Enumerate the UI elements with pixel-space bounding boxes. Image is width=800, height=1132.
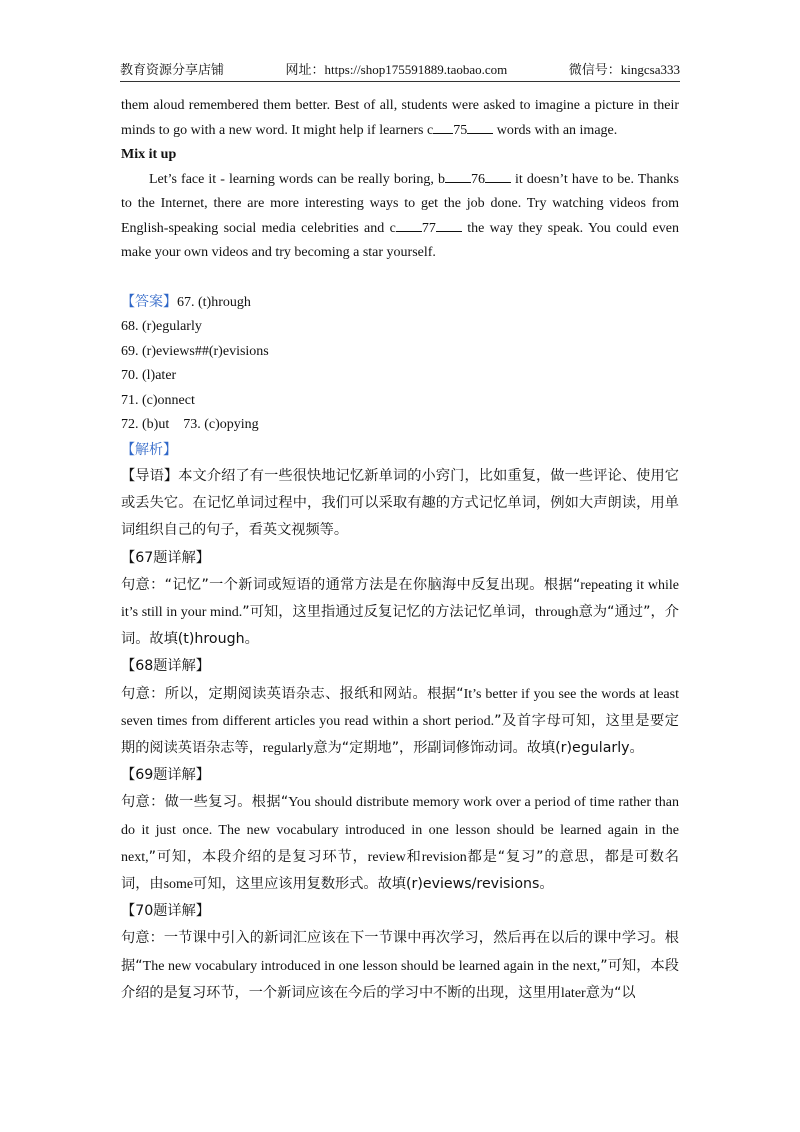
cn-text: 和 bbox=[405, 848, 422, 865]
cn-text: 句意：一节课中引入的新词汇应该在下一节课中再次学习，然后再在以后的课中学习。根据“ bbox=[121, 930, 679, 974]
cn-text: 意为“以 bbox=[585, 984, 636, 1001]
en-word: revision bbox=[421, 849, 467, 865]
passage-text: it doesn’t have to be. Thanks to the Internet, there are more interesting ways to get the job done. Try watching videos from English-speaking social media celebrities and c bbox=[121, 171, 679, 236]
en-quote: You should distribute memory work over a period of time rather than do it just once. The new vocabulary introduced in one lesson should be learned again in the next, bbox=[121, 795, 679, 865]
cn-text: 可知，这里应该用复数形式。故填(r)eviews/revisions。 bbox=[193, 876, 554, 893]
answer-line: 72. (b)ut 73. (c)opying bbox=[121, 417, 259, 432]
blank-number: 77 bbox=[421, 220, 436, 236]
cn-text: 句意：所以，定期阅读英语杂志、报纸和网站。根据“ bbox=[121, 685, 464, 702]
intro-paragraph bbox=[121, 463, 679, 545]
answer-block bbox=[121, 290, 679, 464]
cn-text: 意为“通过”，介词。故填(t)hrough。 bbox=[121, 604, 679, 648]
cn-text: 句意：做一些复习。根据“ bbox=[121, 794, 289, 811]
blank-line bbox=[445, 182, 471, 183]
passage-text: words with an image. bbox=[493, 122, 618, 138]
blank-line bbox=[467, 133, 493, 134]
en-quote: repeating it while it’s still in your mind. bbox=[121, 577, 679, 621]
answer-tag: 【答案】 bbox=[121, 293, 177, 310]
cn-text: 句意：“记忆”一个新词或短语的通常方法是在你脑海中反复出现。根据“ bbox=[121, 576, 581, 593]
passage-paragraph bbox=[121, 94, 679, 143]
header-wechat: 微信号：kingcsa333 bbox=[568, 62, 680, 77]
passage-paragraph bbox=[121, 168, 679, 266]
cn-text: ”可知，本段介绍的是复习环节，一个新词应该在今后的学习中不断的出现，这里用 bbox=[121, 957, 679, 1001]
cn-text: ”可知，这里指通过反复记忆的方法记忆单词， bbox=[242, 604, 535, 621]
en-word: some bbox=[163, 877, 194, 893]
q68-explanation bbox=[121, 681, 679, 763]
analysis-tag-line bbox=[121, 438, 679, 464]
en-word: later bbox=[560, 985, 586, 1001]
blank-number: 75 bbox=[453, 122, 468, 138]
en-word: regularly bbox=[262, 741, 314, 757]
page-content bbox=[121, 94, 679, 1007]
intro-tag: 【导语】 bbox=[121, 468, 179, 484]
answer-line: 71. (c)onnect bbox=[121, 392, 195, 408]
blank-line bbox=[433, 133, 453, 134]
passage-text: Let’s face it - learning words can be really boring, b bbox=[149, 171, 445, 187]
page-header bbox=[120, 56, 680, 82]
header-shop-name: 教育资源分享店铺 bbox=[120, 62, 225, 77]
cn-text: 意为“定期地”，形副词修饰动词。故填(r)egularly。 bbox=[313, 740, 644, 757]
q70-explanation bbox=[121, 925, 679, 1007]
q67-explanation bbox=[121, 572, 679, 654]
blank-line bbox=[396, 231, 422, 232]
answer-text: 67. (t)hrough bbox=[177, 294, 251, 310]
blank-line bbox=[436, 231, 462, 232]
intro-text: 本文介绍了有一些很快地记忆新单词的小窍门，比如重复，做一些评论、使用它或丢失它。在记忆单词过程中，我们可以采取有趣的方式记忆单词，例如大声朗读，用单词组织自己的句子，看英文视频等。 bbox=[121, 468, 679, 539]
q69-explanation bbox=[121, 789, 679, 898]
q70-title: 【70题详解】 bbox=[121, 903, 210, 920]
answer-line: 69. (r)eviews##(r)evisions bbox=[121, 343, 269, 359]
analysis-tag: 【解析】 bbox=[121, 441, 177, 458]
answer-line: 70. (l)ater bbox=[121, 368, 177, 383]
blank-line bbox=[485, 182, 511, 183]
cn-text: ”可知，本段介绍的是复习环节， bbox=[148, 848, 368, 865]
answer-line bbox=[121, 290, 679, 316]
q67-title: 【67题详解】 bbox=[121, 549, 210, 566]
answer-line: 68. (r)egularly bbox=[121, 319, 202, 334]
en-word: through bbox=[534, 605, 579, 621]
blank-number: 76 bbox=[470, 171, 485, 187]
q69-title: 【69题详解】 bbox=[121, 767, 210, 784]
cn-text: 都是“复习”的意思，都是可数名词，由 bbox=[121, 848, 679, 893]
passage-text: them aloud remembered them better. Best of all, students were asked to imagine a picture in their minds to go with a new word. It might help if learners c bbox=[121, 98, 679, 138]
en-quote: It’s better if you see the words at least seven times from different articles you read within a short period. bbox=[121, 686, 679, 729]
header-url: 网址：https://shop175591889.taobao.com bbox=[285, 62, 508, 77]
section-heading: Mix it up bbox=[121, 147, 177, 162]
en-word: review bbox=[367, 849, 406, 865]
q68-title: 【68题详解】 bbox=[121, 658, 210, 675]
cn-text: ”及首字母可知，这里是要定期的阅读英语杂志等， bbox=[121, 712, 679, 757]
passage-text: the way they speak. You could even make your own videos and try becoming a star yourself. bbox=[121, 220, 679, 260]
en-quote: The new vocabulary introduced in one lesson should be learned again in the next, bbox=[142, 958, 601, 974]
